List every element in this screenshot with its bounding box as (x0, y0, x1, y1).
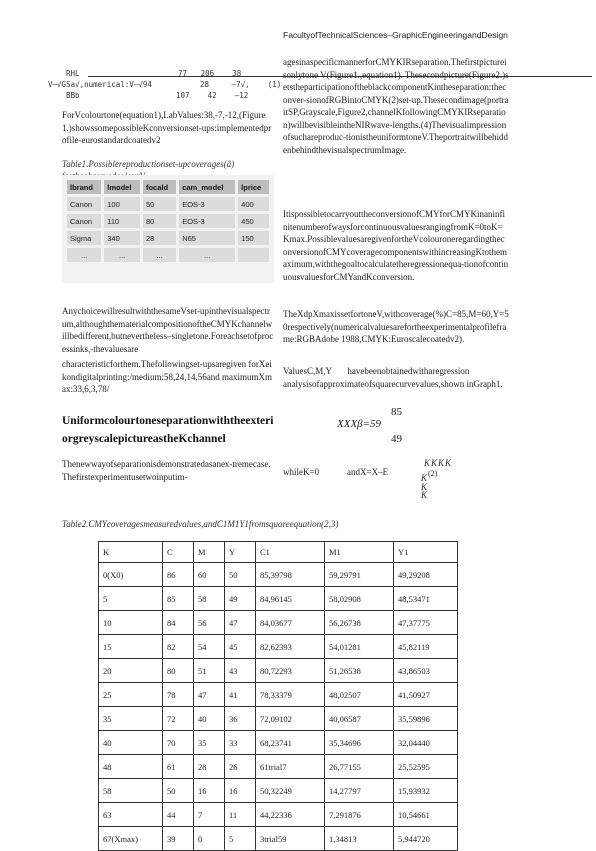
table2-cell: 47 (225, 611, 256, 635)
table2-cell: 35,59896 (394, 707, 458, 731)
table2-cell: 51 (194, 659, 225, 683)
table2-cell: 36 (225, 707, 256, 731)
table2-row (99, 659, 458, 683)
left-paragraph-2: AnychoicewillresultwiththesameVset-upinthevisualspectrum,althoughthematerialcompositionoftheCMYKchannelwillbedifferent,butnevertheless–singletone.Foreachsetofprocessinks,-thevaluesare (62, 306, 274, 354)
image-table-cell: Canon (67, 197, 101, 211)
table2-cell: 82 (163, 635, 194, 659)
equation-2-right: KKKK (424, 458, 453, 468)
table2-cell: 80 (163, 659, 194, 683)
image-table-cell: 28 (143, 231, 176, 245)
table2-cell: 5 (225, 827, 256, 851)
table2-cell: 40 (194, 707, 225, 731)
image-table-row (67, 231, 269, 245)
table2-cell: 54,01281 (325, 635, 394, 659)
image-table-cell: 400 (238, 197, 269, 211)
table2-cell: 48 (99, 755, 163, 779)
table2-cell: 35 (99, 707, 163, 731)
section-heading: UniformcolourtoneseparationwiththeexteriorgreyscalepictureastheKchannel (62, 415, 274, 445)
table2-cell: 48,53471 (394, 587, 458, 611)
table2-cell: 72 (163, 707, 194, 731)
image-table-header: cam_model (179, 180, 235, 194)
image-table-cell: ... (179, 248, 235, 262)
table2-header: M1 (325, 542, 394, 563)
image-table-row (67, 214, 269, 228)
image-table-header: lbrand (67, 180, 101, 194)
table2-cell: 72,09102 (256, 707, 325, 731)
image-table-cell: EOS-3 (179, 214, 235, 228)
table2-cell: 25,52595 (394, 755, 458, 779)
table2-header: C1 (256, 542, 325, 563)
table2-cell: 1,34813 (325, 827, 394, 851)
equation-2-left: whileK=0 (283, 467, 320, 477)
table2-cell: 58,02908 (325, 587, 394, 611)
table2-row (99, 827, 458, 851)
table2-cell: 20 (99, 659, 163, 683)
table2-cell: 44 (163, 803, 194, 827)
table2-cell: 58 (194, 587, 225, 611)
left-paragraph-2b: characteristicforthem.Thefollowingset-upsaregiven forXeikondigitalprinting:/medium:58,24,14,56and maximumXmax:33,6,3,78/ (62, 359, 272, 394)
image-table-cell: ... (104, 248, 140, 262)
table2-cell: 82,62393 (256, 635, 325, 659)
equation-2-k-stack: K K K (421, 473, 428, 500)
table2-cell: 78,33379 (256, 683, 325, 707)
image-table-cell: ... (67, 248, 101, 262)
table2-header: C (163, 542, 194, 563)
table2-cell: 0 (194, 827, 225, 851)
image-table-cell: 100 (104, 197, 140, 211)
table2-cell: 50 (163, 779, 194, 803)
table2-row (99, 635, 458, 659)
table2-cell: 61trial7 (256, 755, 325, 779)
table2-cell: 25 (99, 683, 163, 707)
table2-cell: 10 (99, 611, 163, 635)
table2-cell: 70 (163, 731, 194, 755)
table1-image (62, 175, 274, 283)
table2-cell: 40,06587 (325, 707, 394, 731)
table2-cell: 43 (225, 659, 256, 683)
table2-cell: 84 (163, 611, 194, 635)
table1-caption: Table1.Possiblereproductionset-upcoverages(â) (62, 159, 235, 169)
table2-cell: 47 (194, 683, 225, 707)
table2-cell: 47,37775 (394, 611, 458, 635)
table2-cell: 54 (194, 635, 225, 659)
table2-header: Y1 (394, 542, 458, 563)
equation-1-top: 85 (391, 406, 402, 418)
table2-cell: 41 (225, 683, 256, 707)
table2-cell: 86 (163, 563, 194, 587)
table2-cell: 44,22336 (256, 803, 325, 827)
table2-cell: 84,96145 (256, 587, 325, 611)
table2-caption: Table2.CMYcoveragesmeasuredvalues,andC1M1Y1fromsquareequation(2,3) (62, 519, 339, 529)
image-table-cell: 50 (143, 197, 176, 211)
table2-cell: 14,27797 (325, 779, 394, 803)
table2-cell: 39 (163, 827, 194, 851)
left-paragraph-3: Thenewwayofseparationisdemonstratedasanex-tremecase.Thefirstexperimentusetwoinputim- (62, 459, 271, 482)
table2-cell: 35 (194, 731, 225, 755)
table2-cell: 67(Xmax) (99, 827, 163, 851)
table2-cell: 56 (194, 611, 225, 635)
table2-cell: 5,944720 (394, 827, 458, 851)
image-table-cell: EOS-3 (179, 197, 235, 211)
table2-cell: 51,26538 (325, 659, 394, 683)
right-paragraph-1: agesinaspecificmannerforCMYKIRseparation.Thefirstpictureisonlytone V(Figure1.,equation1). Thesecondpicture(Figure2.)setstheparticipationoftheblackcomponentKintheseparation:theconver-sionofRGBintoCMYK(2)set-up.Thesecondimage(portraitSP,Grayscale,Figure2,channelKfollowingCMYKIRseparation)willbevisibleintheNIRwave-lengths.(4)Thevisualimpressionofsuchareproduc-tionistheuniformtoneV.TheportraitwillbehiddenbehindthevisualspectrumImage. (283, 57, 509, 155)
table2-cell: 0(X0) (99, 563, 163, 587)
image-table-row (67, 248, 269, 262)
table2-cell: 56,26738 (325, 611, 394, 635)
right-paragraph-2: ItispossibletocarryouttheconversionofCMYforCMYKinaninfinitenumberofwaysforcontinuousvaluesrangingfromK=0toK=Kmax.PossiblevaluesaregivenfortheVcolouroneregardingtheconversionofCMYcoveragecomponentswithincreasingKtothemaximum,withthegoaltocalculatetheregressionequa-tionofcontinuousvaluesforCMYandKconversion. (283, 209, 509, 282)
table2-row (99, 755, 458, 779)
table2-cell: 50,32249 (256, 779, 325, 803)
table2-cell: 43,86503 (394, 659, 458, 683)
image-table-cell: ... (143, 248, 176, 262)
right-paragraph-3: TheXdpXmaxissetfortoneV,withcoverage(%)C=85,M=60,Y=50respectively(numericalvaluesarefortheexperimentalprofileframe:RGBAdobe 1988,CMYK:Euroscalecoatedv2). (283, 309, 509, 344)
right-paragraph-4: ValuesC,M,Y havebeenobtainedwitharegression analysisofapproximateofsquarecurvevalues,shown inGraph1. (283, 366, 503, 389)
table2-cell: 3trial59 (256, 827, 325, 851)
table2-row (99, 803, 458, 827)
table2-cell: 78 (163, 683, 194, 707)
mini-row-3-values: 107 42 –12 (176, 91, 249, 100)
equation-1-middle: XXXβ=59 (337, 418, 382, 430)
table2-cell: 45,82119 (394, 635, 458, 659)
table2-cell: 28 (194, 755, 225, 779)
table2-cell: 26 (225, 755, 256, 779)
table2-cell: 35,34696 (325, 731, 394, 755)
table2-cell: 16 (225, 779, 256, 803)
equation-1-bottom: 49 (391, 433, 402, 445)
table2-cell: 45 (225, 635, 256, 659)
mini-row-2-label: V–√GSa√,numerical:V–√94 (48, 80, 152, 89)
image-table-cell (238, 248, 269, 262)
table2 (98, 541, 458, 851)
image-table-cell: 340 (104, 231, 140, 245)
table2-row (99, 707, 458, 731)
equation-2-middle: andX=X–E (347, 467, 389, 477)
table2-row (99, 611, 458, 635)
image-table-cell: N65 (179, 231, 235, 245)
table2-row (99, 731, 458, 755)
table2-cell: 60 (194, 563, 225, 587)
table2-row (99, 563, 458, 587)
table2-header: M (194, 542, 225, 563)
table2-header: Y (225, 542, 256, 563)
table2-cell: 50 (225, 563, 256, 587)
table2-cell: 68,23741 (256, 731, 325, 755)
table2-cell: 48,02507 (325, 683, 394, 707)
image-table-cell: 450 (238, 214, 269, 228)
table2-cell: 5 (99, 587, 163, 611)
table2-cell: 33 (225, 731, 256, 755)
table2-cell: 40 (99, 731, 163, 755)
table2-cell: 63 (99, 803, 163, 827)
table2-row (99, 779, 458, 803)
equation-2-number: (2) (428, 469, 438, 478)
table2-cell: 41,50927 (394, 683, 458, 707)
table2-cell: 7,291876 (325, 803, 394, 827)
table2-header-row (99, 542, 458, 563)
image-table-cell: Sigma (67, 231, 101, 245)
table2-cell: 26,77155 (325, 755, 394, 779)
image-table-header: lmodel (104, 180, 140, 194)
left-paragraph-1: ForVcolourtone(equation1),LabValues:38,-7,-12,(Figure1.)showssomepossibleKconversionset-ups:implementedprofile-eurostandardcoatedv2 (62, 110, 272, 145)
image-table-cell: 150 (238, 231, 269, 245)
table2-cell: 7 (194, 803, 225, 827)
image-table-header: lprice (238, 180, 269, 194)
table2-cell: 10,54661 (394, 803, 458, 827)
table2-cell: 15 (99, 635, 163, 659)
table2-cell: 16 (194, 779, 225, 803)
table2-cell: 32,04440 (394, 731, 458, 755)
mini-row-1-label: RHL (66, 69, 80, 78)
image-table-cell: 110 (104, 214, 140, 228)
table2-cell: 49,29208 (394, 563, 458, 587)
image-table-cell: Canon (67, 214, 101, 228)
table2-cell: 11 (225, 803, 256, 827)
table2-cell: 15,93932 (394, 779, 458, 803)
table2-row (99, 587, 458, 611)
table2-row (99, 683, 458, 707)
table2-header: K (99, 542, 163, 563)
table2-cell: 85 (163, 587, 194, 611)
running-header: FacultyofTechnicalSciences–GraphicEngineeringandDesign (283, 30, 508, 40)
mini-row-1-values: 77 206 38 (178, 69, 242, 78)
image-table-header: focald (143, 180, 176, 194)
table2-cell: 85,39798 (256, 563, 325, 587)
table2-cell: 58 (99, 779, 163, 803)
image-table-row (67, 197, 269, 211)
table2-cell: 49 (225, 587, 256, 611)
mini-row-3-label: BBb (66, 91, 80, 100)
table2-cell: 80,72293 (256, 659, 325, 683)
image-table-cell: 80 (143, 214, 176, 228)
table2-cell: 61 (163, 755, 194, 779)
mini-row-2-values: 28 –7√, (1) (200, 80, 282, 89)
table2-cell: 59,29791 (325, 563, 394, 587)
table2-cell: 84,03677 (256, 611, 325, 635)
